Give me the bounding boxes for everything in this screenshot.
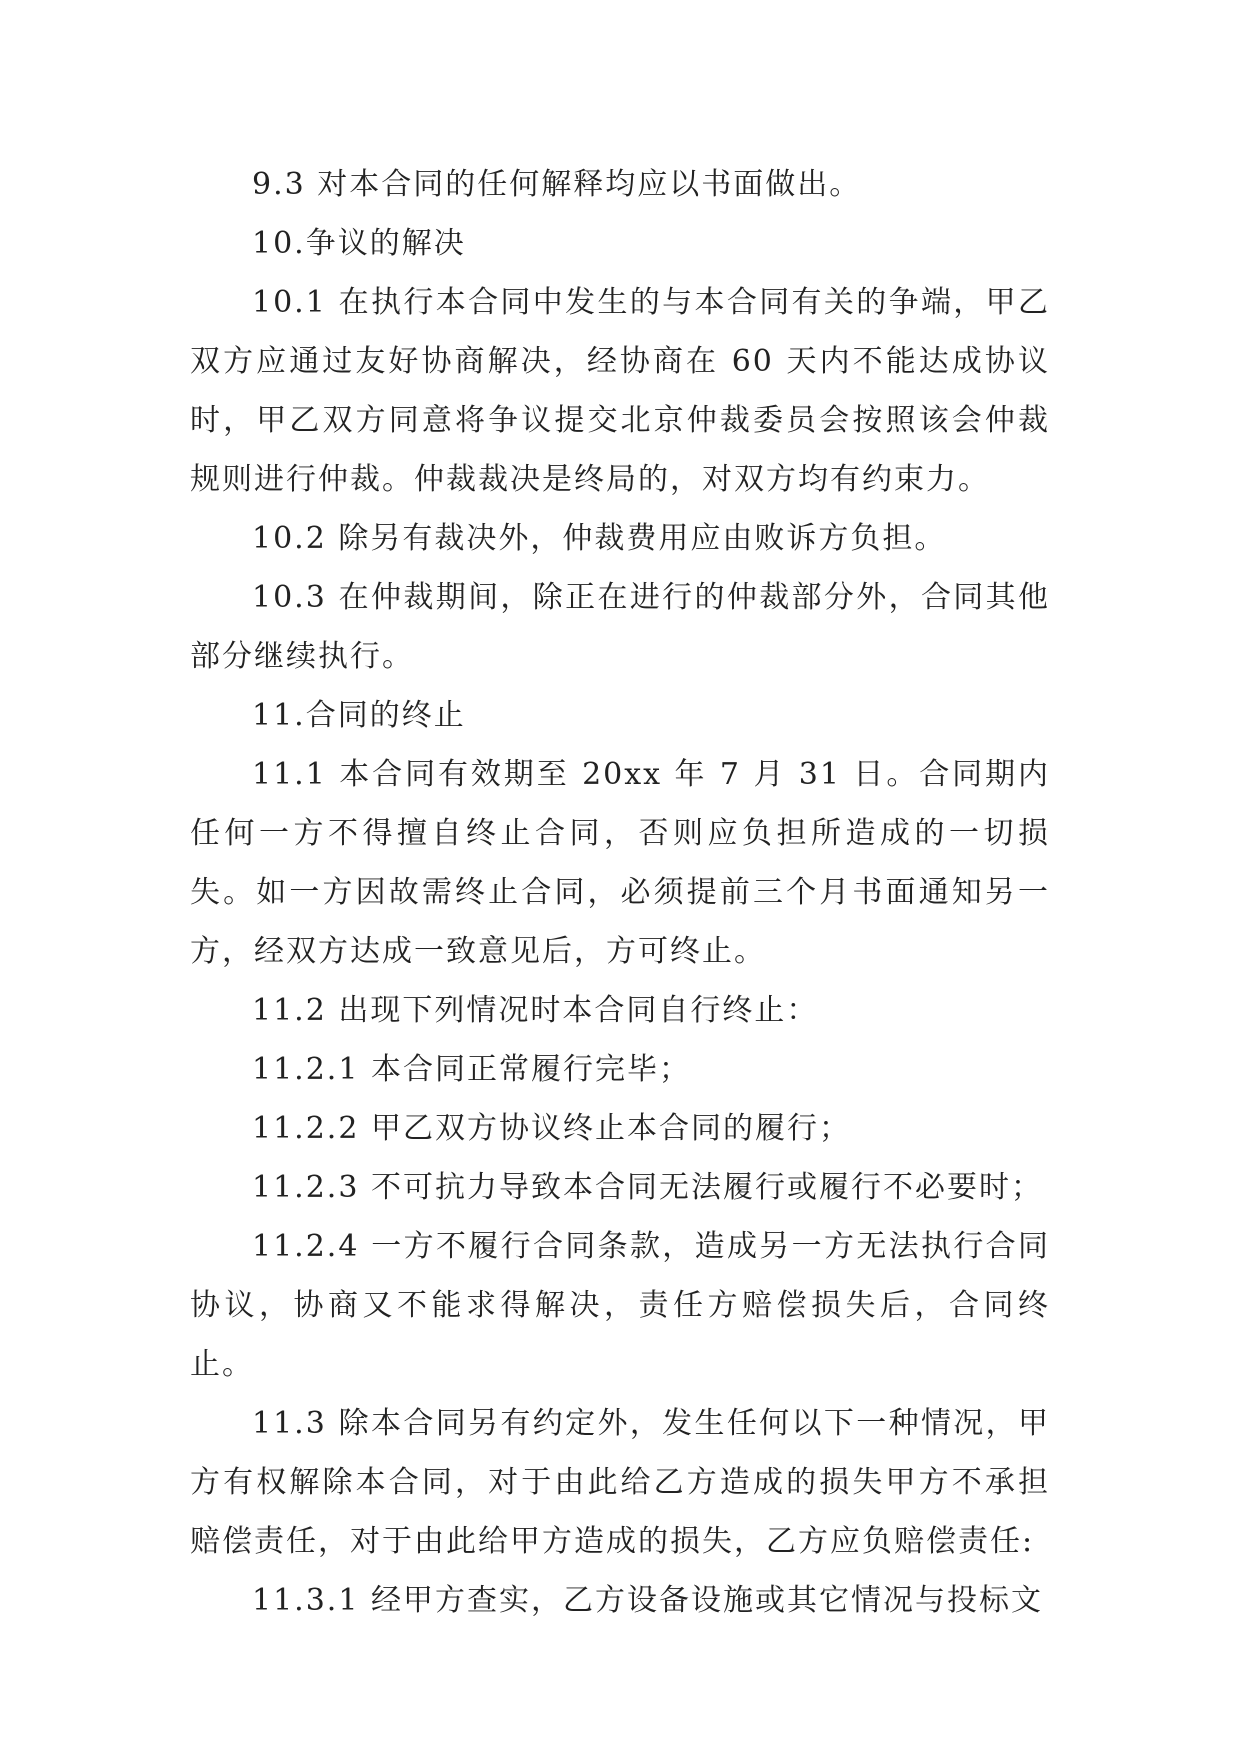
clause-11-1: 11.1 本合同有效期至 20xx 年 7 月 31 日。合同期内任何一方不得擅自终止合同，否则应负担所造成的一切损失。如一方因故需终止合同，必须提前三个月书面通知另一方，经双方达成一致意见后，方可终止。 [190,757,1050,969]
heading-dispute-resolution: 10.争议的解决 [252,226,466,261]
clause-10-1: 10.1 在执行本合同中发生的与本合同有关的争端，甲乙双方应通过友好协商解决，经协商在 60 天内不能达成协议时，甲乙双方同意将争议提交北京仲裁委员会按照该会仲裁规则进行仲裁。仲裁裁决是终局的，对双方均有约束力。 [190,285,1050,497]
clause-11-2-3: 11.2.3 不可抗力导致本合同无法履行或履行不必要时； [252,1170,1043,1205]
document-body [190,155,1050,1630]
clause-11-3: 11.3 除本合同另有约定外，发生任何以下一种情况，甲方有权解除本合同，对于由此给乙方造成的损失甲方不承担赔偿责任，对于由此给甲方造成的损失，乙方应负赔偿责任: [190,1406,1050,1559]
clause-10-3: 10.3 在仲裁期间，除正在进行的仲裁部分外，合同其他部分继续执行。 [190,580,1050,674]
clause-11-2: 11.2 出现下列情况时本合同自行终止： [252,993,819,1028]
clause-9-3: 9.3 对本合同的任何解释均应以书面做出。 [252,167,862,202]
clause-10-2: 10.2 除另有裁决外，仲裁费用应由败诉方负担。 [252,521,947,556]
clause-11-2-1: 11.2.1 本合同正常履行完毕； [252,1052,691,1087]
clause-11-2-2: 11.2.2 甲乙双方协议终止本合同的履行； [252,1111,851,1146]
heading-contract-termination: 11.合同的终止 [252,698,466,733]
clause-11-3-1: 11.3.1 经甲方查实，乙方设备设施或其它情况与投标文 [252,1583,1043,1618]
clause-11-2-4: 11.2.4 一方不履行合同条款，造成另一方无法执行合同协议，协商又不能求得解决，责任方赔偿损失后，合同终止。 [190,1229,1050,1382]
